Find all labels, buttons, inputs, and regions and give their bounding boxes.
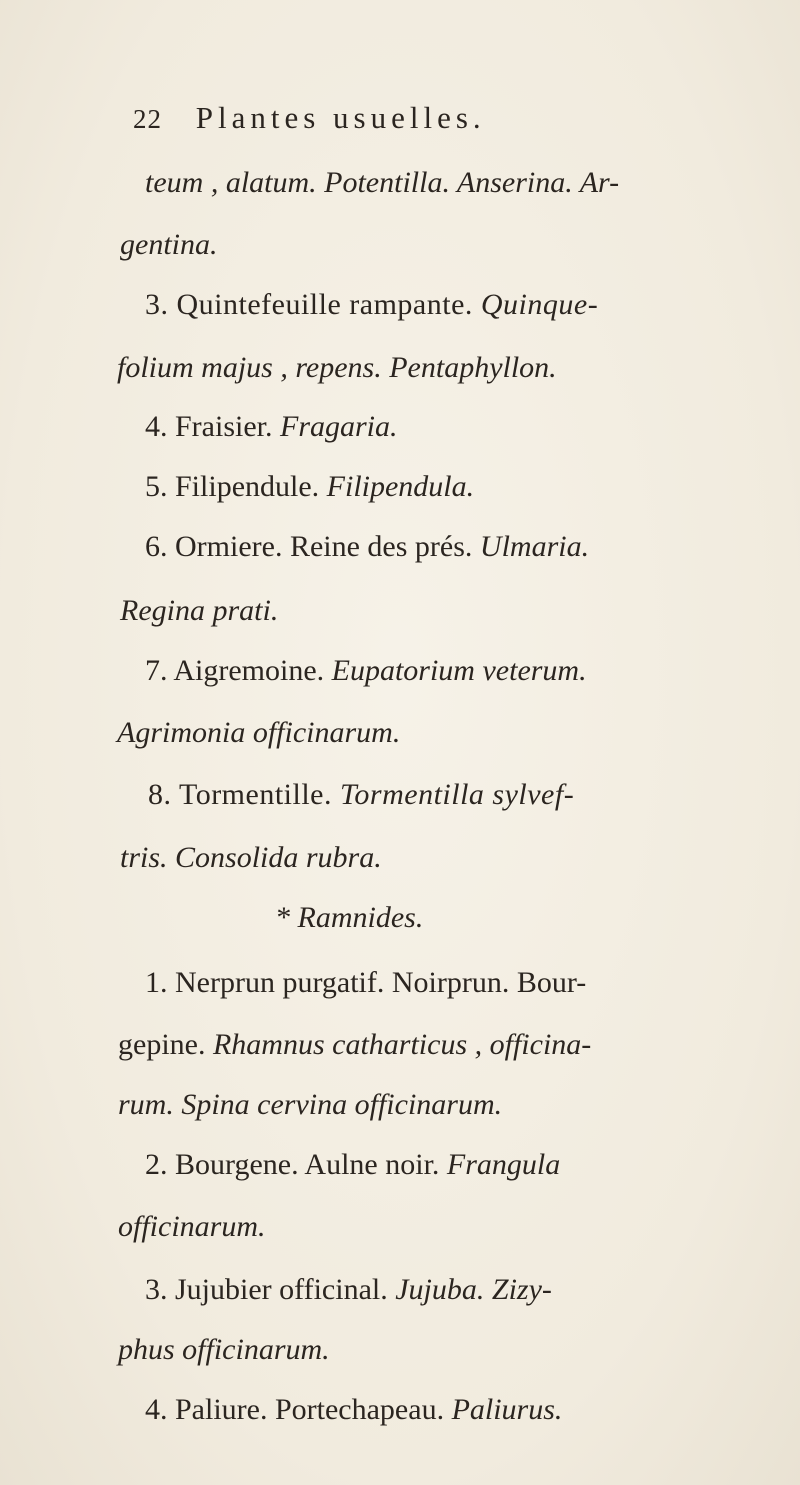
text-line: 5. Filipendule. Filipendula. — [145, 470, 475, 503]
text-line: Agrimonia officinarum. — [117, 716, 401, 749]
text-line: officinarum. — [118, 1210, 266, 1243]
text-line: teum , alatum. Potentilla. Anserina. Ar- — [145, 166, 620, 199]
text-line: 3. Jujubier officinal. Jujuba. Zizy- — [145, 1273, 552, 1306]
text-line: phus officinarum. — [118, 1333, 330, 1366]
text-line: 4. Fraisier. Fragaria. — [145, 410, 398, 443]
page-header — [133, 100, 486, 136]
running-title: Plantes usuelles. — [195, 100, 486, 135]
text-line: 2. Bourgene. Aulne noir. Frangula — [145, 1148, 561, 1181]
text-line: folium majus , repens. Pentaphyllon. — [117, 351, 557, 384]
text-line: rum. Spina cervina officinarum. — [118, 1088, 503, 1121]
page-number: 22 — [133, 104, 162, 134]
text-line: 7. Aigremoine. Eupatorium veterum. — [145, 654, 587, 687]
text-line: 8. Tormentille. Tormentilla sylvef- — [148, 778, 575, 811]
text-line: 1. Nerprun purgatif. Noirprun. Bour- — [145, 966, 587, 999]
text-line: Regina prati. — [120, 594, 279, 627]
section-heading: * Ramnides. — [275, 901, 424, 934]
text-line: 4. Paliure. Portechapeau. Paliurus. — [145, 1393, 563, 1426]
text-line: tris. Consolida rubra. — [120, 841, 382, 874]
text-line: gentina. — [120, 228, 218, 261]
text-line: gepine. Rhamnus catharticus , officina- — [118, 1028, 592, 1061]
text-line: 3. Quintefeuille rampante. Quinque- — [145, 288, 599, 321]
text-line: 6. Ormiere. Reine des prés. Ulmaria. — [145, 530, 590, 563]
